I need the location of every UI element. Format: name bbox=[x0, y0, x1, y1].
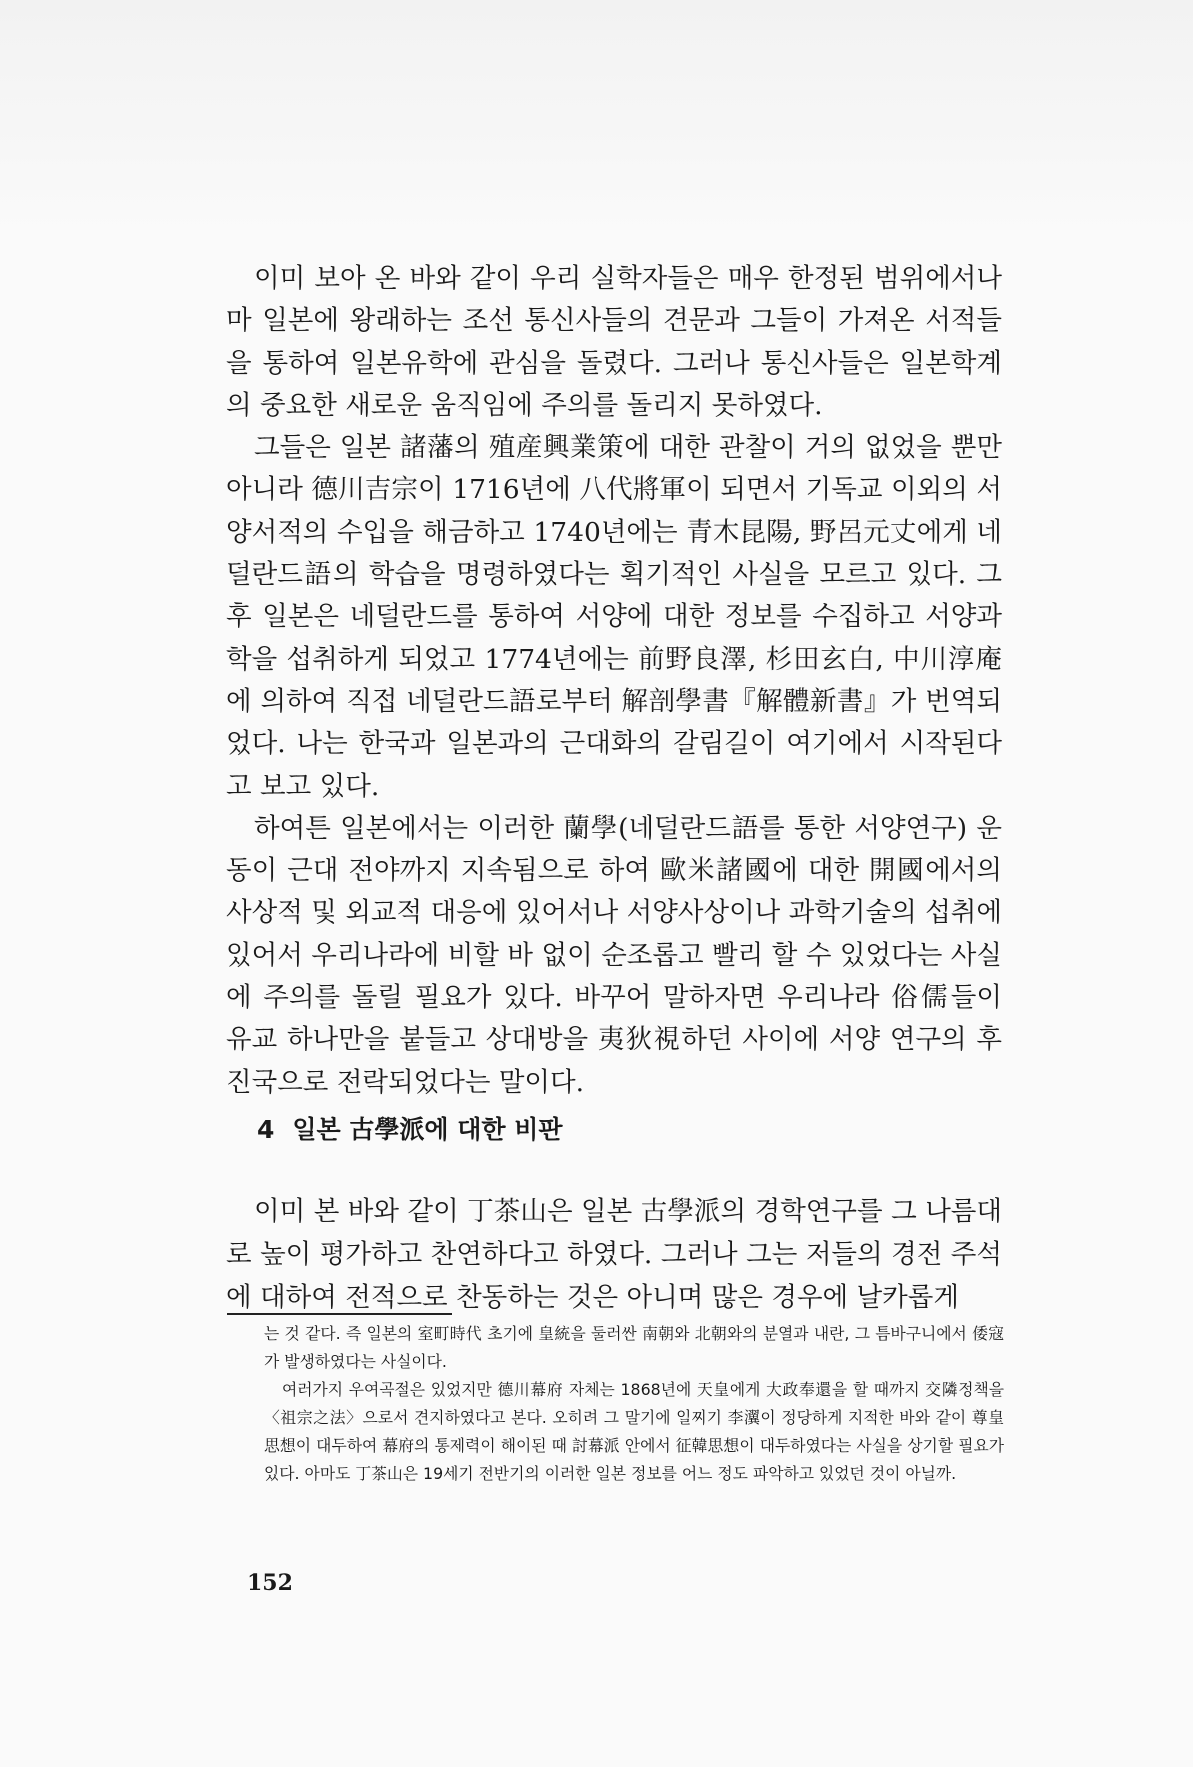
footnote-divider bbox=[227, 1313, 452, 1315]
main-body bbox=[226, 258, 1002, 1104]
section-number: 4 bbox=[257, 1115, 275, 1144]
page-background bbox=[0, 0, 1193, 240]
page-number: 152 bbox=[247, 1570, 293, 1596]
footnote-continuation: 는 것 같다. 즉 일본의 室町時代 초기에 皇統을 둘러싼 南朝와 北朝와의 분열과 내란, 그 틈바구니에서 倭寇가 발생하였다는 사실이다. bbox=[264, 1324, 1004, 1371]
body-paragraph-1: 이미 보아 온 바와 같이 우리 실학자들은 매우 한정된 범위에서나마 일본에 왕래하는 조선 통신사들의 견문과 그들이 가져온 서적들을 통하여 일본유학에 관심을 돌렸다. 그러나 통신사들은 일본학계의 중요한 새로운 움직임에 주의를 돌리지 못하였다. bbox=[226, 263, 1002, 421]
section-title: 일본 古學派에 대한 비판 bbox=[292, 1115, 563, 1144]
footnotes bbox=[264, 1320, 1004, 1488]
body-paragraph-3: 하여튼 일본에서는 이러한 蘭學(네덜란드語를 통한 서양연구) 운동이 근대 전야까지 지속됨으로 하여 歐米諸國에 대한 開國에서의 사상적 및 외교적 대응에 있어서나 서양사상이나 과학기술의 섭취에 있어서 우리나라에 비할 바 없이 순조롭고 빨리 할 수 있었다는 사실에 주의를 돌릴 필요가 있다. 바꾸어 말하자면 우리나라 俗儒들이 유교 하나만을 붙들고 상대방을 夷狄視하던 사이에 서양 연구의 후진국으로 전락되었다는 말이다. bbox=[226, 812, 1002, 1098]
section-heading bbox=[257, 1112, 563, 1148]
footnote-item: 여러가지 우여곡절은 있었지만 德川幕府 자체는 1868년에 天皇에게 大政奉還을 할 때까지 交隣정책을 〈祖宗之法〉으로서 견지하였다고 본다. 오히려 그 말기에 일찌기 李瀷이 정당하게 지적한 바와 같이 尊皇思想이 대두하여 幕府의 통제력이 해이된 때 討幕派 안에서 征韓思想이 대두하였다는 사실을 상기할 필요가 있다. 아마도 丁茶山은 19세기 전반기의 이러한 일본 정보를 어느 정도 파악하고 있었던 것이 아닐까. bbox=[264, 1380, 1004, 1483]
body-paragraph-2: 그들은 일본 諸藩의 殖産興業策에 대한 관찰이 거의 없었을 뿐만 아니라 德川吉宗이 1716년에 八代將軍이 되면서 기독교 이외의 서양서적의 수입을 해금하고 1740년에는 青木昆陽, 野呂元丈에게 네덜란드語의 학습을 명령하였다는 획기적인 사실을 모르고 있다. 그 후 일본은 네덜란드를 통하여 서양에 대한 정보를 수집하고 서양과학을 섭취하게 되었고 1774년에는 前野良澤, 杉田玄白, 中川淳庵에 의하여 직접 네덜란드語로부터 解剖學書『解體新書』가 번역되었다. 나는 한국과 일본과의 근대화의 갈림길이 여기에서 시작된다고 보고 있다. bbox=[226, 432, 1002, 802]
section-body bbox=[226, 1190, 1002, 1319]
section-paragraph: 이미 본 바와 같이 丁茶山은 일본 古學派의 경학연구를 그 나름대로 높이 평가하고 찬연하다고 하였다. 그러나 그는 저들의 경전 주석에 대하여 전적으로 찬동하는 것은 아니며 많은 경우에 날카롭게 bbox=[226, 1196, 1002, 1313]
